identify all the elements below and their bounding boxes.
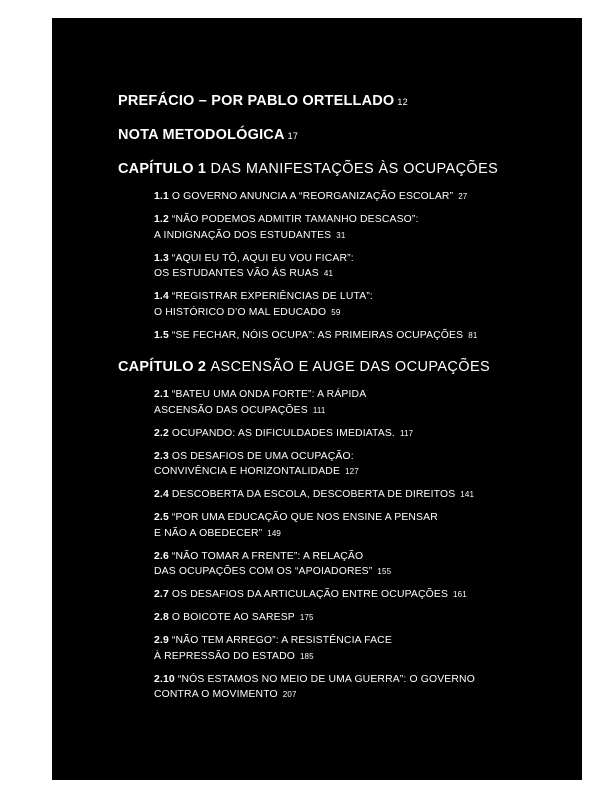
section-entry [154, 289, 568, 320]
section-title: “NÓS ESTAMOS NO MEIO DE UMA GUERRA”: O GOVERNO [177, 673, 475, 685]
section-entry [154, 328, 568, 344]
section-entry [154, 449, 568, 480]
section-entry [154, 549, 568, 580]
toc-entry-nota-metodologica [118, 126, 568, 145]
section-number: 2.6 [154, 550, 169, 562]
section-number: 2.1 [154, 389, 169, 400]
section-page-number: 185 [299, 651, 314, 661]
section-number: 1.3 [154, 252, 169, 264]
section-number: 1.4 [154, 291, 169, 302]
section-entry [154, 587, 568, 603]
section-entry [154, 426, 568, 442]
section-number: 1.2 [154, 214, 169, 225]
nota-title: NOTA METODOLÓGICA [118, 127, 285, 143]
chapter-2 [118, 358, 568, 703]
section-title: “BATEU UMA ONDA FORTE”: A RÁPIDA [171, 389, 367, 400]
section-title-continued: OS ESTUDANTES VÃO ÀS RUAS [154, 268, 319, 279]
section-entry [154, 189, 568, 205]
chapter-heading [118, 358, 568, 376]
section-title-continued: CONVIVÊNCIA E HORIZONTALIDADE [154, 466, 341, 477]
section-number: 2.10 [154, 673, 175, 685]
section-title: OS DESAFIOS DE UMA OCUPAÇÃO: [171, 450, 354, 462]
prefacio-page-number: 12 [397, 97, 408, 107]
chapter-label: CAPÍTULO 1 [118, 161, 207, 177]
section-page-number: 155 [377, 567, 392, 576]
section-entry [154, 212, 568, 243]
section-title: “REGISTRAR EXPERIÊNCIAS DE LUTA”: [171, 291, 373, 302]
section-title-continued: E NÃO A OBEDECER” [154, 527, 263, 539]
section-page-number: 207 [282, 690, 297, 699]
section-title-continued: À REPRESSÃO DO ESTADO [154, 650, 295, 662]
section-entry [154, 387, 568, 418]
section-number: 2.4 [154, 489, 169, 500]
nota-page-number: 17 [287, 131, 299, 141]
section-page-number: 117 [399, 428, 414, 438]
section-title: O BOICOTE AO SARESP [171, 612, 295, 623]
section-number: 2.2 [154, 427, 169, 439]
book-page [52, 18, 582, 780]
chapter-heading [118, 160, 568, 178]
section-number: 2.9 [154, 635, 169, 646]
section-number: 1.1 [154, 191, 169, 202]
chapter-title: ASCENSÃO E AUGE DAS OCUPAÇÕES [210, 359, 491, 375]
section-page-number: 161 [453, 590, 467, 599]
section-title: OS DESAFIOS DA ARTICULAÇÃO ENTRE OCUPAÇÕES [171, 589, 449, 600]
section-title: “NÃO TEM ARREGO”: A RESISTÊNCIA FACE [171, 635, 392, 646]
section-title-continued: A INDIGNAÇÃO DOS ESTUDANTES [154, 229, 332, 241]
chapter-2-sections [118, 387, 568, 703]
chapter-label: CAPÍTULO 2 [118, 359, 207, 375]
section-title: “AQUI EU TÔ, AQUI EU VOU FICAR”: [171, 252, 354, 264]
section-title-continued: CONTRA O MOVIMENTO [154, 689, 278, 700]
section-title: O GOVERNO ANUNCIA A “REORGANIZAÇÃO ESCOLAR” [171, 191, 454, 202]
section-title: “POR UMA EDUCAÇÃO QUE NOS ENSINE A PENSAR [171, 512, 438, 523]
section-number: 2.7 [154, 589, 169, 600]
section-entry [154, 610, 568, 626]
section-title-continued: O HISTÓRICO D’O MAL EDUCADO [154, 306, 327, 318]
prefacio-title: PREFÁCIO – POR PABLO ORTELLADO [118, 93, 395, 109]
chapter-title: DAS MANIFESTAÇÕES ÀS OCUPAÇÕES [210, 161, 499, 177]
section-page-number: 81 [468, 330, 478, 340]
section-number: 1.5 [154, 329, 169, 341]
section-title: OCUPANDO: AS DIFICULDADES IMEDIATAS. [171, 427, 395, 439]
section-title-continued: DAS OCUPAÇÕES COM OS “APOIADORES” [154, 566, 373, 577]
section-page-number: 27 [458, 192, 468, 201]
toc-entry-prefacio [118, 92, 568, 111]
section-title: “SE FECHAR, NÓIS OCUPA”: AS PRIMEIRAS OCUPAÇÕES [171, 329, 464, 341]
section-title: DESCOBERTA DA ESCOLA, DESCOBERTA DE DIREITOS [171, 489, 456, 500]
section-page-number: 111 [312, 405, 326, 415]
section-title-continued: ASCENSÃO DAS OCUPAÇÕES [154, 404, 308, 416]
section-title: “NÃO TOMAR A FRENTE”: A RELAÇÃO [171, 550, 364, 562]
section-page-number: 141 [460, 490, 475, 499]
section-number: 2.5 [154, 512, 169, 523]
section-entry [154, 487, 568, 503]
chapter-1-sections [118, 189, 568, 343]
section-page-number: 31 [336, 230, 346, 240]
section-entry [154, 672, 568, 703]
section-entry [154, 633, 568, 664]
section-entry [154, 510, 568, 541]
section-page-number: 41 [323, 269, 334, 278]
section-number: 2.8 [154, 612, 169, 623]
section-number: 2.3 [154, 450, 169, 462]
table-of-contents [118, 92, 568, 718]
section-page-number: 149 [267, 528, 282, 538]
chapter-1 [118, 160, 568, 343]
section-page-number: 59 [331, 307, 341, 317]
section-entry [154, 251, 568, 282]
section-title: “NÃO PODEMOS ADMITIR TAMANHO DESCASO”: [171, 214, 419, 225]
section-page-number: 127 [345, 467, 359, 476]
section-page-number: 175 [299, 613, 314, 622]
